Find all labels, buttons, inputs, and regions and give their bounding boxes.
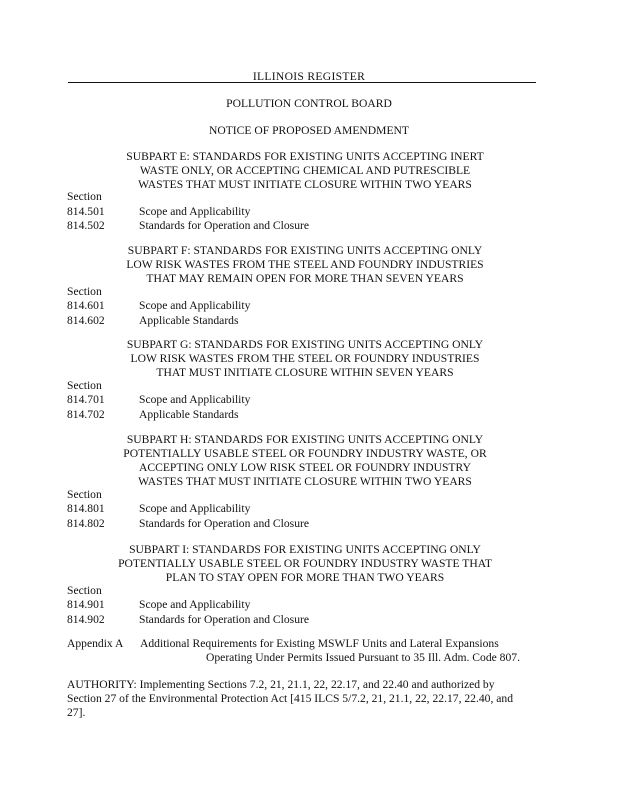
appendix-line: Additional Requirements for Existing MSWLF Units and Lateral Expansions xyxy=(140,637,499,650)
heading-line: SUBPART E: STANDARDS FOR EXISTING UNITS ACCEPTING INERT xyxy=(126,150,484,163)
subpart-f-heading xyxy=(100,244,510,286)
section-row xyxy=(67,205,547,219)
heading-line: POTENTIALLY USABLE STEEL OR FOUNDRY INDUSTRY WASTE THAT xyxy=(118,557,492,570)
section-title: Standards for Operation and Closure xyxy=(139,219,310,232)
section-number: 814.602 xyxy=(67,314,105,327)
section-row xyxy=(67,314,547,328)
heading-line: PLAN TO STAY OPEN FOR MORE THAN TWO YEARS xyxy=(165,571,445,584)
authority-line: 27]. xyxy=(67,706,86,719)
section-number: 814.802 xyxy=(67,517,105,530)
authority-line: Section 27 of the Environmental Protection Act [415 ILCS 5/7.2, 21, 21.1, 22, 22.17, 22.40, and xyxy=(67,692,513,705)
section-label: Section xyxy=(67,285,102,298)
section-title: Standards for Operation and Closure xyxy=(139,517,310,530)
heading-line: SUBPART H: STANDARDS FOR EXISTING UNITS ACCEPTING ONLY xyxy=(126,433,484,446)
heading-line: LOW RISK WASTES FROM THE STEEL AND FOUNDRY INDUSTRIES xyxy=(126,258,484,271)
section-label: Section xyxy=(67,379,102,392)
subpart-i-heading xyxy=(100,543,510,585)
section-title: Scope and Applicability xyxy=(139,205,251,218)
section-number: 814.901 xyxy=(67,598,105,611)
section-number: 814.601 xyxy=(67,299,105,312)
section-number: 814.702 xyxy=(67,408,105,421)
section-row xyxy=(67,408,547,422)
section-title: Scope and Applicability xyxy=(139,598,251,611)
heading-line: SUBPART F: STANDARDS FOR EXISTING UNITS ACCEPTING ONLY xyxy=(127,244,483,257)
appendix-label: Appendix A xyxy=(67,637,124,650)
section-row xyxy=(67,219,547,233)
heading-line: SUBPART I: STANDARDS FOR EXISTING UNITS ACCEPTING ONLY xyxy=(129,543,481,556)
section-number: 814.902 xyxy=(67,613,105,626)
appendix-line: Operating Under Permits Issued Pursuant to 35 Ill. Adm. Code 807. xyxy=(206,651,520,664)
section-title: Applicable Standards xyxy=(139,408,239,421)
section-number: 814.701 xyxy=(67,393,105,406)
section-label: Section xyxy=(67,488,102,501)
authority-line: AUTHORITY: Implementing Sections 7.2, 21, 21.1, 22, 22.17, and 22.40 and authorized by xyxy=(67,678,495,691)
section-label: Section xyxy=(67,584,102,597)
heading-line: THAT MAY REMAIN OPEN FOR MORE THAN SEVEN YEARS xyxy=(146,272,464,285)
subpart-h-heading xyxy=(100,433,510,489)
agency-name: POLLUTION CONTROL BOARD xyxy=(226,97,392,110)
section-label: Section xyxy=(67,190,102,203)
notice-title: NOTICE OF PROPOSED AMENDMENT xyxy=(208,124,409,137)
section-row xyxy=(67,299,547,313)
heading-line: WASTES THAT MUST INITIATE CLOSURE WITHIN TWO YEARS xyxy=(138,178,472,191)
section-row xyxy=(67,613,547,627)
section-number: 814.801 xyxy=(67,502,105,515)
section-number: 814.502 xyxy=(67,219,105,232)
section-row xyxy=(67,393,547,407)
section-title: Scope and Applicability xyxy=(139,502,251,515)
heading-line: POTENTIALLY USABLE STEEL OR FOUNDRY INDUSTRY WASTE, OR xyxy=(123,447,487,460)
section-title: Scope and Applicability xyxy=(139,393,251,406)
heading-line: ACCEPTING ONLY LOW RISK STEEL OR FOUNDRY INDUSTRY xyxy=(139,461,471,474)
heading-line: THAT MUST INITIATE CLOSURE WITHIN SEVEN YEARS xyxy=(156,366,454,379)
heading-line: SUBPART G: STANDARDS FOR EXISTING UNITS ACCEPTING ONLY xyxy=(126,338,484,351)
section-row xyxy=(67,517,547,531)
header-rule xyxy=(68,82,536,83)
section-title: Applicable Standards xyxy=(139,314,239,327)
register-title: ILLINOIS REGISTER xyxy=(252,70,366,83)
section-number: 814.501 xyxy=(67,205,105,218)
appendix-text xyxy=(140,637,540,665)
subpart-g-heading xyxy=(100,338,510,380)
section-row xyxy=(67,598,547,612)
authority-paragraph xyxy=(67,678,537,720)
heading-line: WASTE ONLY, OR ACCEPTING CHEMICAL AND PUTRESCIBLE xyxy=(139,164,471,177)
section-title: Standards for Operation and Closure xyxy=(139,613,310,626)
heading-line: WASTES THAT MUST INITIATE CLOSURE WITHIN TWO YEARS xyxy=(138,475,472,488)
section-row xyxy=(67,502,547,516)
section-title: Scope and Applicability xyxy=(139,299,251,312)
subpart-e-heading xyxy=(100,150,510,192)
heading-line: LOW RISK WASTES FROM THE STEEL OR FOUNDRY INDUSTRIES xyxy=(130,352,480,365)
